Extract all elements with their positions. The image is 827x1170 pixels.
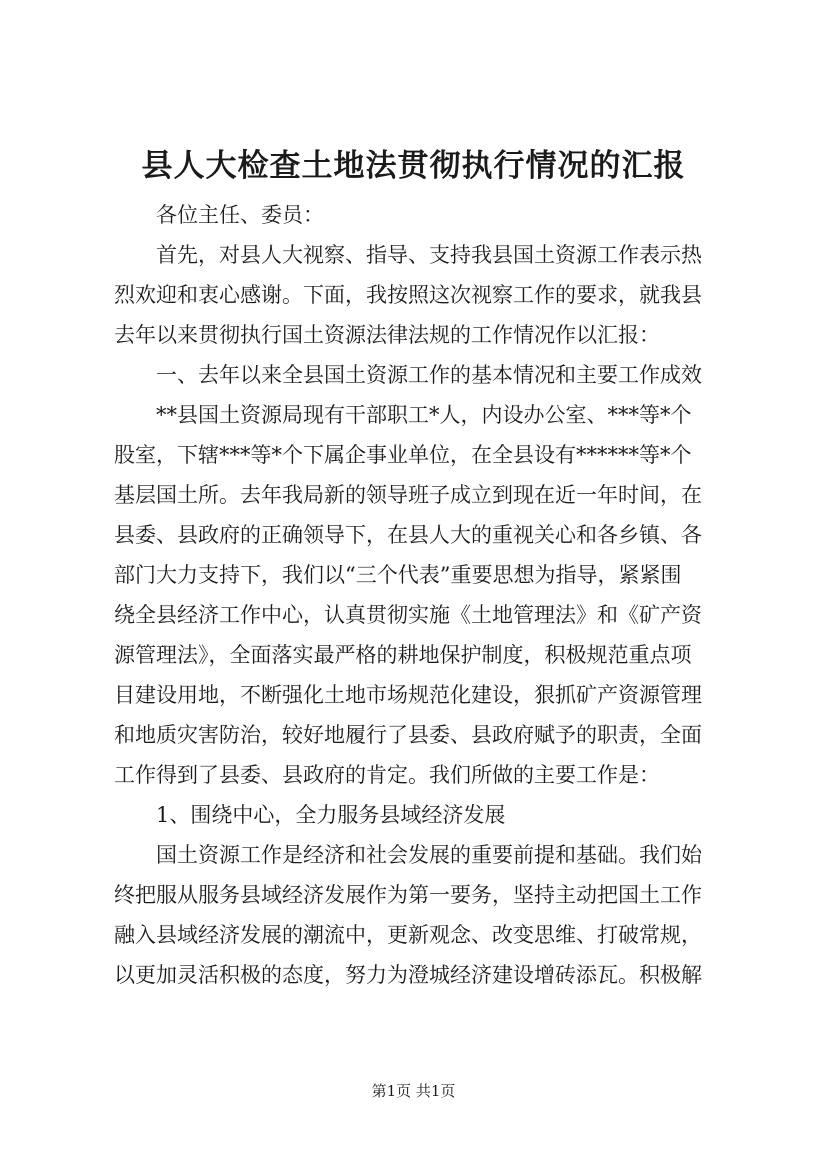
paragraph-line: **县国土资源局现有干部职工*人，内设办公室、***等*个: [156, 403, 692, 427]
paragraph-line: 绕全县经济工作中心，认真贯彻实施《土地管理法》和《矿产资: [114, 603, 702, 627]
document-body: [114, 195, 726, 995]
page-number-footer: 第1页 共1页: [371, 1082, 456, 1100]
paragraph-line: 部门大力支持下，我们以“三个代表”重要思想为指导，紧紧围: [114, 563, 682, 587]
paragraph-line: 源管理法》，全面落实最严格的耕地保护制度，积极规范重点项: [114, 643, 692, 667]
paragraph-line: 县委、县政府的正确领导下，在县人大的重视关心和各乡镇、各: [114, 523, 702, 547]
section-heading: 一、去年以来全县国土资源工作的基本情况和主要工作成效: [156, 363, 702, 387]
paragraph-line: 终把服从服务县域经济发展作为第一要务，坚持主动把国土工作: [114, 883, 702, 907]
paragraph-line: 去年以来贯彻执行国土资源法律法规的工作情况作以汇报：: [114, 323, 660, 347]
paragraph-line: 以更加灵活积极的态度，努力为澄城经济建设增砖添瓦。积极解: [114, 963, 702, 987]
salutation-line: 各位主任、委员：: [156, 203, 324, 227]
paragraph-line: 股室，下辖***等*个下属企事业单位，在全县设有******等*个: [114, 443, 692, 467]
paragraph-line: 基层国土所。去年我局新的领导班子成立到现在近一年时间，在: [114, 483, 702, 507]
paragraph-line: 国土资源工作是经济和社会发展的重要前提和基础。我们始: [156, 843, 702, 867]
paragraph-line: 融入县域经济发展的潮流中，更新观念、改变思维、打破常规，: [114, 923, 702, 947]
paragraph-line: 工作得到了县委、县政府的肯定。我们所做的主要工作是：: [114, 763, 660, 787]
subsection-heading: 1、围绕中心，全力服务县域经济发展: [156, 803, 506, 827]
paragraph-line: 和地质灾害防治，较好地履行了县委、县政府赋予的职责，全面: [114, 723, 702, 747]
document-title: 县人大检查土地法贯彻执行情况的汇报: [141, 148, 686, 184]
paragraph-line: 目建设用地，不断强化土地市场规范化建设，狠抓矿产资源管理: [114, 683, 702, 707]
paragraph-line: 首先，对县人大视察、指导、支持我县国土资源工作表示热: [156, 243, 702, 267]
paragraph-line: 烈欢迎和衷心感谢。下面，我按照这次视察工作的要求，就我县: [114, 283, 702, 307]
